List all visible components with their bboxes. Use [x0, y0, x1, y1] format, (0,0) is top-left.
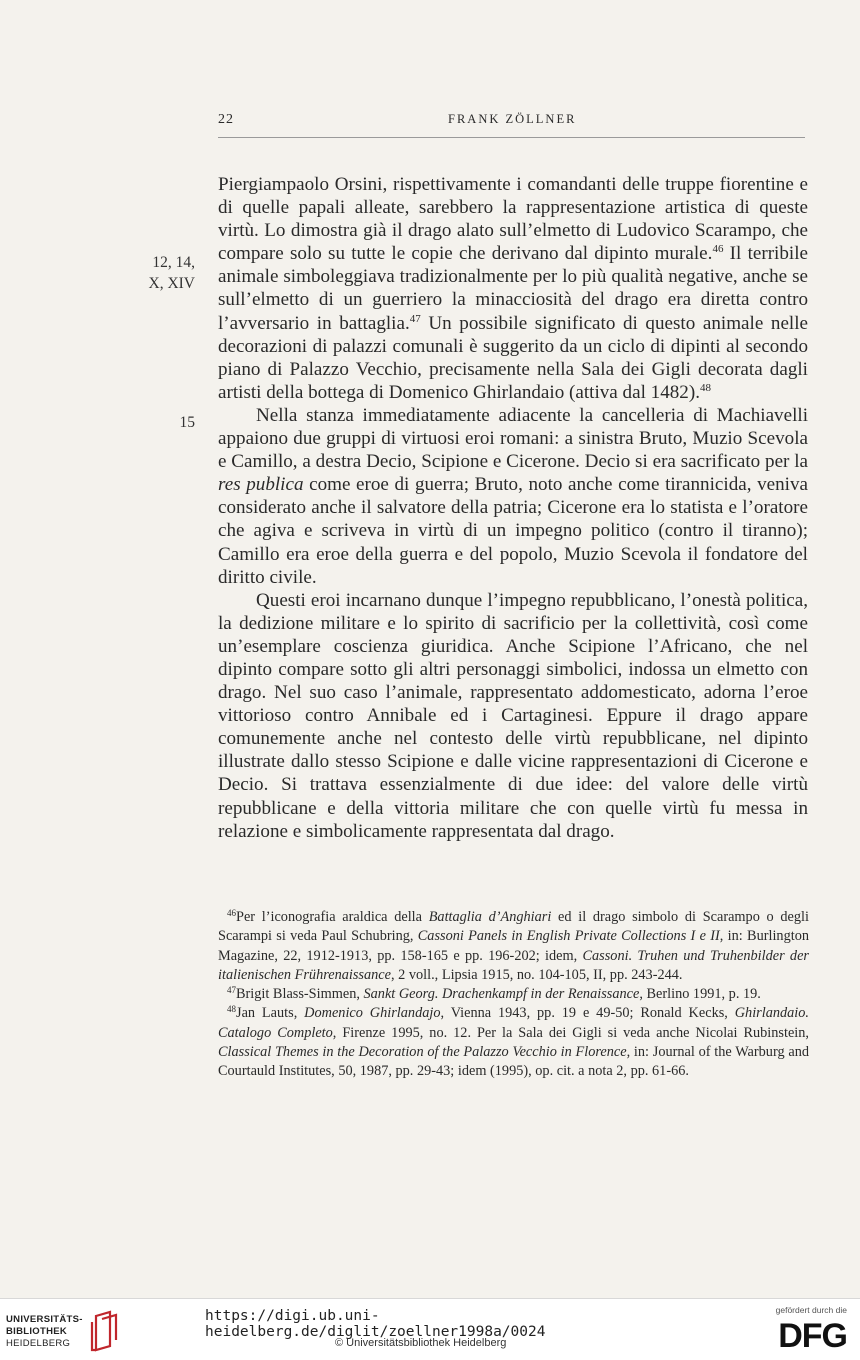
library-logo[interactable]	[6, 1308, 126, 1354]
running-head: FRANK ZÖLLNER	[448, 112, 577, 126]
footnote-46: $^{46}$Per l’iconografia araldica della Battaglia d’Anghiari ed il drago simbolo di Scarampo o degli Scarampi si veda Paul Schubring, Cassoni Panels in English Private Collections I e II, in: Burlington Magazine, 22, 1912-1913, pp. 158-165 e pp. 196-202; idem, Cassoni. Truhen und Truhenbilder der italienischen Frührenaissance, 2 voll., Lipsia 1915, no. 104-105, II, pp. 243-244.	[218, 908, 809, 983]
margin-note-plates: 12, 14,	[152, 254, 195, 271]
library-name-line-1: UNIVERSITÄTS-	[6, 1314, 83, 1325]
footnote-ref-48[interactable]: 48	[699, 381, 711, 394]
page-number: 22	[218, 112, 234, 127]
footnote-ref-47[interactable]: 47	[409, 312, 421, 325]
dfg-logo-letters: DFG	[778, 1317, 847, 1355]
dfg-funding-note: gefördert durch die	[775, 1305, 847, 1315]
paragraph-3: Questi eroi incarnano dunque l’impegno repubblicano, l’onestà politica, la dedizione militare e lo spirito di sacrificio per la collettività, così come un’esemplare coscienza giuridica. Anche Scipione l’Africano, che nel dipinto compare sotto gli altri personaggi simbolici, indossa un elmetto con drago. Nel suo caso l’animale, rappresentato addomesticato, adorna l’eroe vittorioso contro Annibale ed i Cartaginesi. Eppure il drago appare comunemente anche nel contesto delle virtù repubblicane, nel dipinto illustrate dallo stesso Scipione e dalle vicine rappresentazioni di Cicerone e Decio. Si trattava essenzialmente di due idee: del valore delle virtù repubblicane e della vittoria militare che con quelle virtù fu messa in relazione e simbolicamente rappresentata dal drago.	[218, 589, 808, 842]
margin-note-line-number: 15	[179, 414, 195, 431]
copyright-notice: © Universitätsbibliothek Heidelberg	[335, 1337, 507, 1349]
footnotes	[218, 908, 809, 1082]
header-rule	[218, 137, 805, 138]
footnote-ref-46[interactable]: 46	[712, 243, 724, 256]
paragraph-1: Piergiampaolo Orsini, rispettivamente i comandanti delle truppe fiorentine e di quelle papali alleate, sarebbero la rappresentazione artistica di queste virtù. Lo dimostra già il drago alato sull’elmetto di Ludovico Scarampo, che compare solo su tutte le copie che derivano dal dipinto murale.$^{46}$ Il terribile animale simboleggiava tradizionalmente per lo più qualità negative, anche se sull’elmetto di un guerriero la minacciosità del drago era diretta contro l’avversario in battaglia.$^{47}$ Un possibile significato di questo animale nelle decorazioni di palazzi comunali è suggerito da un ciclo di dipinti al secondo piano di Palazzo Vecchio, precisamente nella Sala dei Gigli decorata dagli artisti della bottega di Domenico Ghirlandaio (attiva dal 1482).$^{48}$	[218, 174, 809, 403]
dfg-logo[interactable]	[760, 1305, 855, 1355]
library-name-line-2: BIBLIOTHEK	[6, 1326, 68, 1337]
paragraph-2: Nella stanza immediatamente adiacente la cancelleria di Machiavelli appaiono due gruppi di virtuosi eroi romani: a sinistra Bruto, Muzio Scevola e Camillo, a destra Decio, Scipione e Cicerone. Decio si era sacrificato per la res publica come eroe di guerra; Bruto, noto anche come tirannicida, veniva considerato anche il salvatore della patria; Cicerone era lo statista e l’oratore che agiva e scriveva in virtù di un impegno politico (contro il tiranno); Camillo era eroe della guerra e del popolo, Muzio Scevola il fondatore del diritto civile.	[218, 404, 808, 588]
library-name-line-3: HEIDELBERG	[6, 1338, 71, 1349]
footnote-47: $^{47}$Brigit Blass-Simmen, Sankt Georg. Drachenkampf in der Renaissance, Berlino 1991, p. 19.	[227, 985, 761, 1003]
footnote-48: $^{48}$Jan Lauts, Domenico Ghirlandajo, Vienna 1943, pp. 19 e 49-50; Ronald Kecks, Ghirlandaio. Catalogo Completo, Firenze 1995, no. 12. Per la Sala dei Gigli si veda anche Nicolai Rubinstein, Classical Themes in the Decoration of the Palazzo Vecchio in Florence, in: Journal of the Warburg and Courtauld Institutes, 50, 1987, pp. 29-43; idem (1995), op. cit. a nota 2, pp. 61-66.	[218, 1004, 810, 1080]
library-emblem-icon	[88, 1310, 122, 1352]
margin-note-plates-roman: X, XIV	[148, 275, 195, 292]
main-text	[218, 173, 808, 843]
permalink-url[interactable]: https://digi.ub.uni-heidelberg.de/diglit/zoellner1998a/0024	[205, 1308, 546, 1340]
viewer-footer	[0, 1298, 860, 1360]
page-header	[218, 112, 805, 132]
